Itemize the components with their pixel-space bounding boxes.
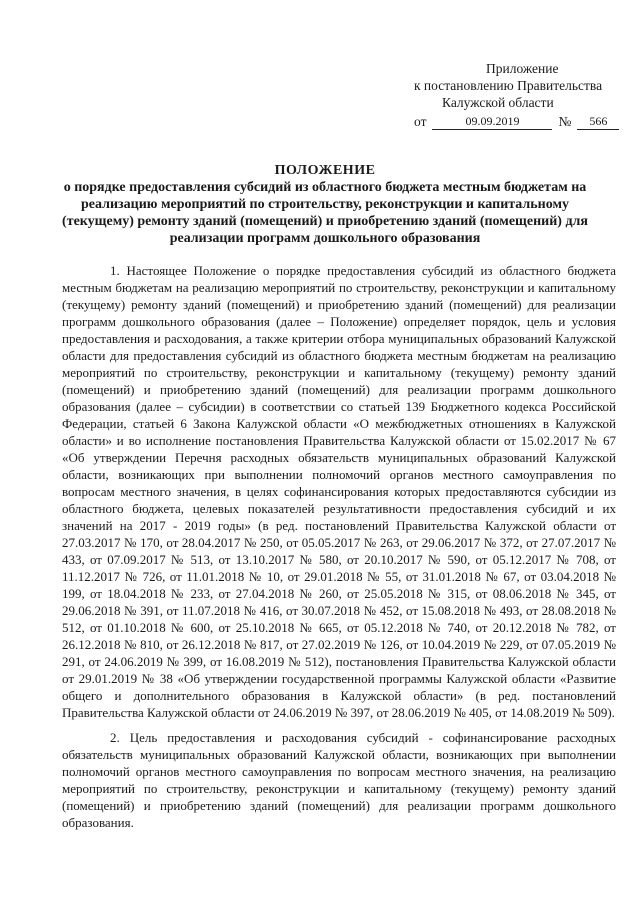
paragraph-2: 2. Цель предоставления и расходования субсидий - софинансирование расходных обязательств муниципальных образований Калужской области, возникающих при выполнении полномочий органов местного самоуправления по вопросам местного значения, на реализацию мероприятий по строительству, реконструкции и капитальному (текущему) ремонту зданий (помещений) и приобретению зданий (помещений) для реализации программ дошкольного образования. xyxy=(62,730,616,830)
appendix-region-line: Калужской области xyxy=(442,95,554,110)
number-sign: № xyxy=(558,114,572,129)
appendix-date-number-row xyxy=(414,113,624,130)
document-title xyxy=(40,162,610,247)
resolution-number: 566 xyxy=(577,114,619,130)
from-label: от xyxy=(414,114,427,129)
appendix-resolution-line: к постановлению Правительства xyxy=(414,78,603,93)
title-subtitle: о порядке предоставления субсидий из областного бюджета местным бюджетам на реализацию мероприятий по строительству, реконструкции и капитальному (текущему) ремонту зданий (помещений) и приобретению зданий (помещений) для реализации программ дошкольного образования xyxy=(62,180,588,246)
appendix-block xyxy=(414,60,624,130)
title-main: ПОЛОЖЕНИЕ xyxy=(274,163,376,178)
paragraph-1: 1. Настоящее Положение о порядке предоставления субсидий из областного бюджета местным бюджетам на реализацию мероприятий по строительству, реконструкции и капитальному (текущему) ремонту зданий (помещений) и приобретению зданий (помещений) для реализации программ дошкольного образования (далее – Положение) определяет порядок, цель и условия предоставления и расходования, а также критерии отбора муниципальных образований Калужской области для предоставления субсидий из областного бюджета местным бюджетам на реализацию мероприятий по строительству, реконструкции и капитальному (текущему) ремонту зданий (помещений) и приобретению зданий (помещений) для реализации программ дошкольного образования (далее – субсидии) в соответствии со статьей 139 Бюджетного кодекса Российской Федерации, статьей 6 Закона Калужской области «О межбюджетных отношениях в Калужской области» и во исполнение постановления Правительства Калужской области от 15.02.2017 № 67 «Об утверждении Перечня расходных обязательств муниципальных образований Калужской области, возникающих при выполнении полномочий органов местного самоуправления по вопросам местного значения, в целях софинансирования которых предоставляются субсидии из областного бюджета, целевых показателей результативности предоставления субсидий и их значений на 2017 - 2019 годы» (в ред. постановлений Правительства Калужской области от 27.03.2017 № 170, от 28.04.2017 № 250, от 05.05.2017 № 263, от 29.06.2017 № 372, от 27.07.2017 № 433, от 07.09.2017 № 513, от 13.10.2017 № 580, от 20.10.2017 № 590, от 05.12.2017 № 708, от 11.12.2017 № 726, от 11.01.2018 № 10, от 29.01.2018 № 55, от 31.01.2018 № 67, от 03.04.2018 № 199, от 18.04.2018 № 233, от 27.04.2018 № 260, от 25.05.2018 № 315, от 08.06.2018 № 345, от 29.06.2018 № 391, от 11.07.2018 № 416, от 30.07.2018 № 452, от 15.08.2018 № 493, от 28.08.2018 № 512, от 01.10.2018 № 600, от 25.10.2018 № 665, от 05.12.2018 № 740, от 20.12.2018 № 782, от 26.12.2018 № 810, от 26.12.2018 № 817, от 27.02.2019 № 126, от 10.04.2019 № 229, от 07.05.2019 № 291, от 24.06.2019 № 399, от 16.08.2019 № 512), постановления Правительства Калужской области от 29.01.2019 № 38 «Об утверждении государственной программы Калужской области «Развитие общего и дополнительного образования в Калужской области» (в ред. постановлений Правительства Калужской области от 24.06.2019 № 397, от 28.06.2019 № 405, от 14.08.2019 № 509). xyxy=(62,263,616,720)
document-body xyxy=(62,262,616,839)
appendix-label: Приложение xyxy=(486,61,559,76)
resolution-date: 09.09.2019 xyxy=(432,114,552,130)
